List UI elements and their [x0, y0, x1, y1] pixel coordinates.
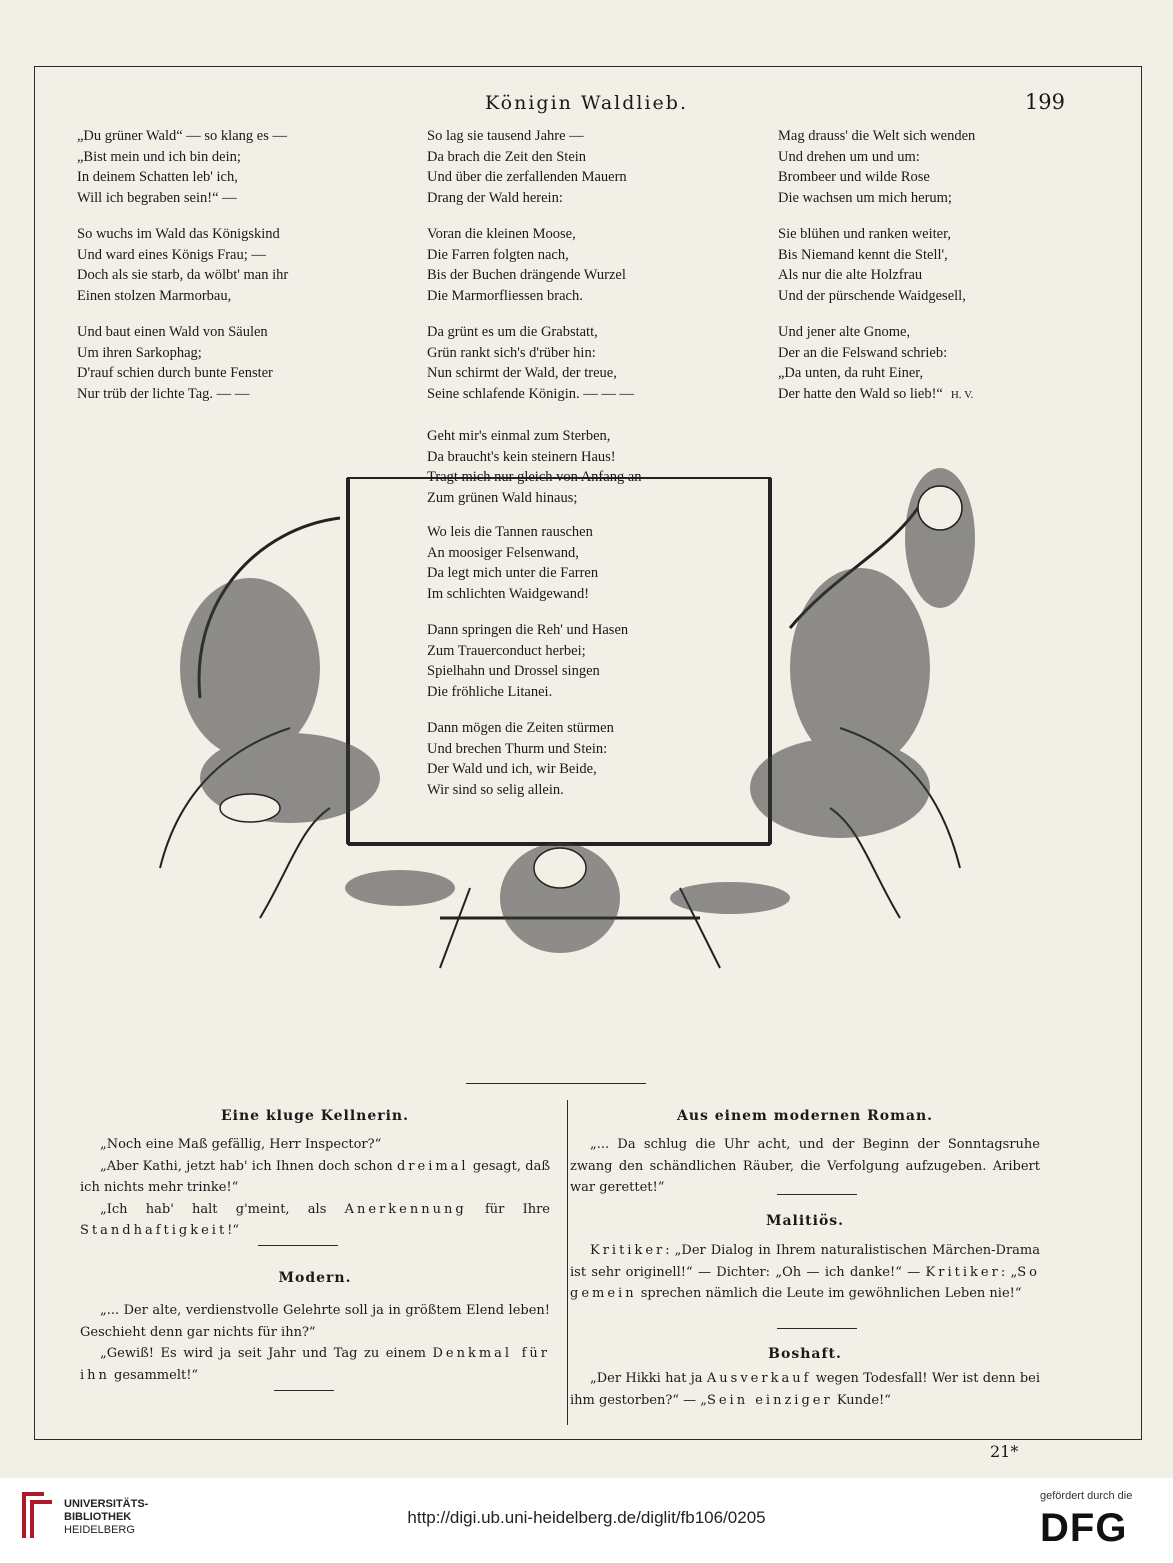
page-number: 199 — [1024, 90, 1065, 114]
source-url-link[interactable]: http://digi.ub.uni-heidelberg.de/diglit/fb106/0205 — [407, 1508, 766, 1527]
text-kluge-kellnerin: „Noch eine Maß gefällig, Herr Inspector?“ „Aber Kathi, jetzt hab' ich Ihnen doch schon dreimal gesagt, daß ich nichts mehr trinke!“ „Ich hab' halt g'meint, als Anerkennung für Ihre Standhaftigkeit!“ — [80, 1137, 550, 1238]
poem-stanza: Dann mögen die Zeiten stürmen Und brechen Thurm und Stein: Der Wald und ich, wir Beide, Wir sind so selig allein. — [427, 720, 614, 798]
section-separator — [466, 1083, 646, 1084]
short-rule — [258, 1245, 338, 1246]
text-malitioes: Kritiker: „Der Dialog in Ihrem naturalistischen Märchen-Drama ist sehr originell!“ — Dichter: „Oh — ich danke!“ — Kritiker: „So gemein sprechen nämlich die Leute im gewöhnlichen Leben nie!“ — [570, 1243, 1041, 1301]
poem-stanza: Und jener alte Gnome, Der an die Felswand schrieb: „Da unten, da ruht Einer, Der hatte den Wald so lieb!“ H. V. — [778, 324, 974, 402]
short-rule — [777, 1328, 857, 1329]
heading-malitioes: Malitiös. — [765, 1213, 845, 1229]
funder-label: gefördert durch die — [1040, 1490, 1133, 1502]
poem-stanza: Wo leis die Tannen rauschen An moosiger Felsenwand, Da legt mich unter die Farren Im schlichten Waidgewand! — [427, 524, 599, 602]
poem-stanza: „Du grüner Wald“ — so klang es — „Bist mein und ich bin dein; In deinem Schatten leb' ich, Will ich begraben sein!“ — — [77, 128, 287, 206]
heading-boshaft: Boshaft. — [768, 1346, 842, 1362]
short-rule — [777, 1194, 857, 1195]
signature-mark: 21* — [990, 1442, 1019, 1461]
heading-modern: Modern. — [278, 1270, 352, 1286]
text-boshaft: „Der Hikki hat ja Ausverkauf wegen Todesfall! Wer ist denn bei ihm gestorben?“ — „Sein einziger Kunde!“ — [570, 1371, 1040, 1408]
heading-modernen-roman: Aus einem modernen Roman. — [676, 1108, 934, 1124]
short-rule — [274, 1390, 334, 1391]
text-modern: „... Der alte, verdienstvolle Gelehrte soll ja in größtem Elend leben! Geschieht denn gar nichts für ihn?“ „Gewiß! Es wird ja seit Jahr und Tag zu einem Denkmal für ihn gesammelt!“ — [80, 1303, 550, 1383]
poem-signature: H. V. — [950, 388, 974, 401]
text-modernen-roman: „... Da schlug die Uhr acht, und der Beginn der Sonntagsruhe zwang den schändlichen Räuber, die Verfolgung aufzugeben. Aribert war gerettet!“ — [570, 1137, 1040, 1195]
library-name: UNIVERSITÄTS- BIBLIOTHEK HEIDELBERG — [64, 1498, 149, 1536]
poem-stanza: Dann springen die Reh' und Hasen Zum Trauerconduct herbei; Spielhahn und Drossel singen Die fröhliche Litanei. — [427, 622, 629, 700]
column-divider — [567, 1100, 568, 1425]
poem-stanza: So lag sie tausend Jahre — Da brach die Zeit den Stein Und über die zerfallenden Mauern Drang der Wald herein: — [427, 128, 627, 206]
poem-stanza: Geht mir's einmal zum Sterben, Da braucht's kein steinern Haus! Tragt mich nur gleich von Anfang an Zum grünen Wald hinaus; — [427, 428, 642, 506]
poem-stanza: Und baut einen Wald von Säulen Um ihren Sarkophag; D'rauf schien durch bunte Fenster Nur trüb der lichte Tag. — — — [77, 324, 273, 402]
poem-stanza: Mag drauss' die Welt sich wenden Und drehen um und um: Brombeer und wilde Rose Die wachsen um mich herum; — [778, 128, 976, 206]
poem-stanza: Sie blühen und ranken weiter, Bis Niemand kennt die Stell', Als nur die alte Holzfrau Und der pürschende Waidgesell, — [778, 226, 966, 304]
dfg-logo: DFG — [1040, 1506, 1128, 1550]
heading-kluge-kellnerin: Eine kluge Kellnerin. — [221, 1108, 409, 1124]
poem-stanza: Voran die kleinen Moose, Die Farren folgten nach, Bis der Buchen drängende Wurzel Die Marmorfliessen brach. — [427, 226, 626, 304]
poem-stanza: Da grünt es um die Grabstatt, Grün rankt sich's d'rüber hin: Nun schirmt der Wald, der treue, Seine schlafende Königin. — — — — [427, 324, 634, 402]
page-title: Königin Waldlieb. — [485, 92, 688, 114]
poem-stanza: So wuchs im Wald das Königskind Und ward eines Königs Frau; — Doch als sie starb, da wölbt' man ihr Einen stolzen Marmorbau, — [77, 226, 289, 304]
